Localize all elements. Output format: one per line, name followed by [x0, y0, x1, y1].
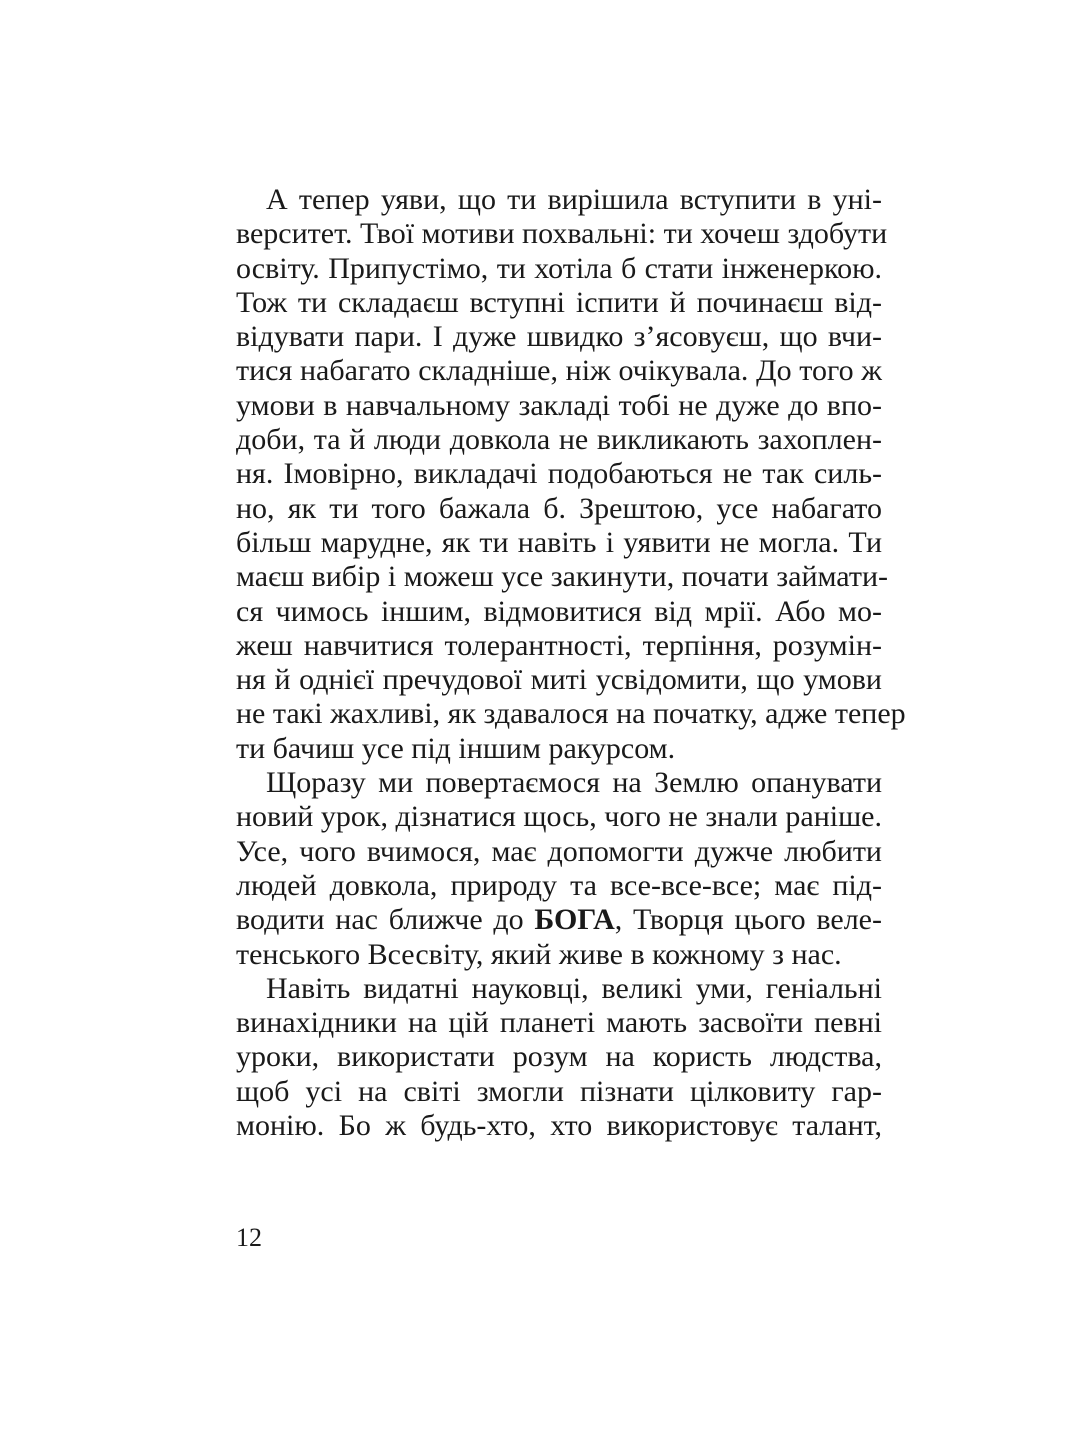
text-line: монію. Бо ж будь-хто, хто використовує талант,	[236, 1109, 882, 1143]
body-text	[236, 183, 906, 1143]
text-line: щоб усі на світі змогли пізнати цілковиту гар-	[236, 1074, 882, 1108]
text-line: Щоразу ми повертаємося на Землю опанувати	[266, 766, 882, 800]
text-line: ня й однієї пречудової миті усвідомити, що умови	[236, 663, 882, 697]
paragraph-3	[236, 972, 882, 1143]
text-line: уроки, використати розум на користь людства,	[236, 1040, 882, 1074]
text-line: но, як ти того бажала б. Зрештою, усе набагато	[236, 491, 882, 525]
text-line: винахідники на цій планеті мають засвоїти певні	[236, 1006, 882, 1040]
text-segment: водити нас ближче до	[236, 903, 535, 937]
text-line: маєш вибір і можеш усе закинути, почати займати-	[236, 560, 888, 594]
text-line: освіту. Припустімо, ти хотіла б стати інженеркою.	[236, 251, 882, 285]
emphasized-word: БОГА	[534, 903, 615, 937]
text-line: Усе, чого вчимося, має допомогти дужче любити	[236, 834, 882, 868]
text-line: доби, та й люди довкола не викликають захоплен-	[236, 423, 882, 457]
text-line: більш марудне, як ти навіть і уявити не могла. Ти	[236, 525, 882, 559]
text-line: людей довкола, природу та все-все-все; має під-	[236, 868, 882, 902]
text-line: ня. Імовірно, викладачі подобаються не так силь-	[236, 457, 882, 491]
text-line: А тепер уяви, що ти вирішила вступити в уні-	[266, 183, 882, 216]
text-line: Тож ти складаєш вступні іспити й починаєш від-	[236, 285, 882, 319]
text-line: умови в навчальному закладі тобі не дуже до впо-	[236, 388, 882, 422]
text-line: не такі жахливі, як здавалося на початку, адже тепер	[236, 697, 906, 731]
text-line: ти бачиш усе під іншим ракурсом.	[236, 731, 676, 765]
text-line: відувати пари. І дуже швидко з’ясовуєш, що вчи-	[236, 320, 882, 354]
text-line: жеш навчитися толерантності, терпіння, розумін-	[236, 628, 882, 662]
text-line: новий урок, дізнатися щось, чого не знали раніше.	[236, 800, 882, 834]
paragraph-2	[236, 766, 882, 972]
text-line: верситет. Твої мотиви похвальні: ти хочеш здобути	[236, 217, 888, 251]
page-number: 12	[236, 1223, 262, 1252]
text-line: Навіть видатні науковці, великі уми, геніальні	[266, 971, 882, 1005]
paragraph-1	[236, 183, 906, 766]
text-line: ся чимось іншим, відмовитися від мрії. Або мо-	[236, 594, 882, 628]
text-line: тенського Всесвіту, який живе в кожному з нас.	[236, 937, 842, 971]
text-line: тися набагато складніше, ніж очікувала. До того ж	[236, 354, 882, 388]
text-segment: , Творця цього веле-	[614, 903, 882, 937]
text-line-with-emphasis	[236, 903, 882, 937]
